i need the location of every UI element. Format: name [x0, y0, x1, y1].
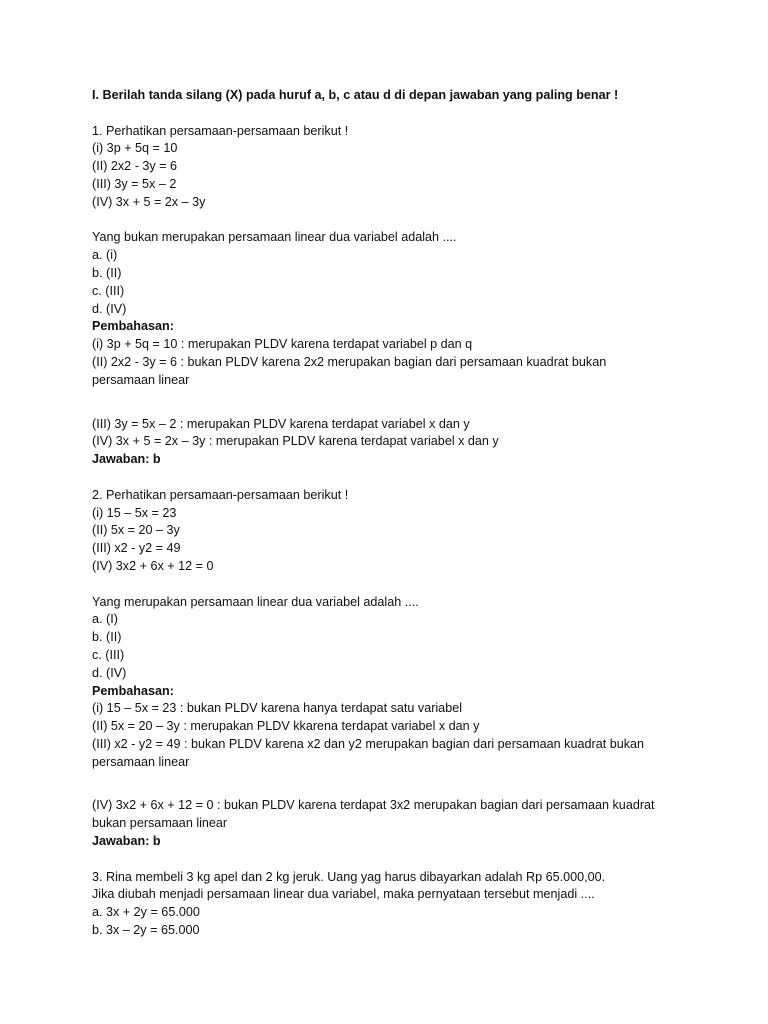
question-2 [92, 487, 692, 851]
equation-item: (i) 15 – 5x = 23 [92, 505, 177, 520]
spacer [92, 771, 692, 797]
explanation-line: persamaan linear [92, 372, 190, 387]
question-1 [92, 123, 692, 469]
option-b: b. 3x – 2y = 65.000 [92, 923, 200, 938]
question-stem: 3. Rina membeli 3 kg apel dan 2 kg jeruk. Uang yag harus dibayarkan adalah Rp 65.000,00. [92, 869, 606, 884]
explanation-line: (IV) 3x + 5 = 2x – 3y : merupakan PLDV karena terdapat variabel x dan y [92, 434, 499, 449]
question-3 [92, 869, 692, 940]
option-d: d. (IV) [92, 665, 127, 680]
question-stem: Jika diubah menjadi persamaan linear dua variabel, maka pernyataan tersebut menjadi .... [92, 887, 595, 902]
pembahasan-label: Pembahasan: [92, 683, 174, 698]
explanation-line: (IV) 3x2 + 6x + 12 = 0 : bukan PLDV karena terdapat 3x2 merupakan bagian dari persamaan kuadrat [92, 798, 655, 813]
option-b: b. (II) [92, 265, 122, 280]
explanation-line: (III) x2 - y2 = 49 : bukan PLDV karena x2 dan y2 merupakan bagian dari persamaan kuadrat bukan [92, 736, 645, 751]
equation-item: (IV) 3x + 5 = 2x – 3y [92, 194, 206, 209]
explanation-line: (i) 15 – 5x = 23 : bukan PLDV karena hanya terdapat satu variabel [92, 701, 462, 716]
explanation-line: (III) 3y = 5x – 2 : merupakan PLDV karena terdapat variabel x dan y [92, 416, 470, 431]
spacer [92, 390, 692, 416]
equation-item: (III) 3y = 5x – 2 [92, 176, 177, 191]
equation-item: (IV) 3x2 + 6x + 12 = 0 [92, 558, 214, 573]
option-c: c. (III) [92, 647, 125, 662]
equation-item: (i) 3p + 5q = 10 [92, 141, 178, 156]
spacer [92, 469, 692, 487]
spacer [92, 105, 692, 123]
document-page [92, 87, 692, 940]
option-c: c. (III) [92, 283, 125, 298]
option-a: a. (i) [92, 248, 118, 263]
spacer [92, 212, 692, 230]
answer: Jawaban: b [92, 834, 161, 849]
explanation-line: (II) 2x2 - 3y = 6 : bukan PLDV karena 2x2 merupakan bagian dari persamaan kuadrat bukan [92, 354, 607, 369]
equation-item: (III) x2 - y2 = 49 [92, 541, 181, 556]
question-prompt: Yang bukan merupakan persamaan linear dua variabel adalah .... [92, 230, 457, 245]
instruction: I. Berilah tanda silang (X) pada huruf a, b, c atau d di depan jawaban yang paling benar ! [92, 88, 619, 102]
spacer [92, 576, 692, 594]
question-prompt: Yang merupakan persamaan linear dua variabel adalah .... [92, 594, 419, 609]
option-b: b. (II) [92, 630, 122, 645]
explanation-line: (i) 3p + 5q = 10 : merupakan PLDV karena terdapat variabel p dan q [92, 337, 473, 352]
question-stem: 1. Perhatikan persamaan-persamaan berikut ! [92, 123, 349, 138]
equation-item: (II) 5x = 20 – 3y [92, 523, 180, 538]
equation-item: (II) 2x2 - 3y = 6 [92, 159, 178, 174]
option-a: a. (I) [92, 612, 118, 627]
spacer [92, 851, 692, 869]
option-a: a. 3x + 2y = 65.000 [92, 905, 200, 920]
question-stem: 2. Perhatikan persamaan-persamaan berikut ! [92, 487, 349, 502]
explanation-line: bukan persamaan linear [92, 816, 228, 831]
option-d: d. (IV) [92, 301, 127, 316]
explanation-line: persamaan linear [92, 754, 190, 769]
explanation-line: (II) 5x = 20 – 3y : merupakan PLDV kkarena terdapat variabel x dan y [92, 719, 480, 734]
pembahasan-label: Pembahasan: [92, 319, 174, 334]
answer: Jawaban: b [92, 452, 161, 467]
